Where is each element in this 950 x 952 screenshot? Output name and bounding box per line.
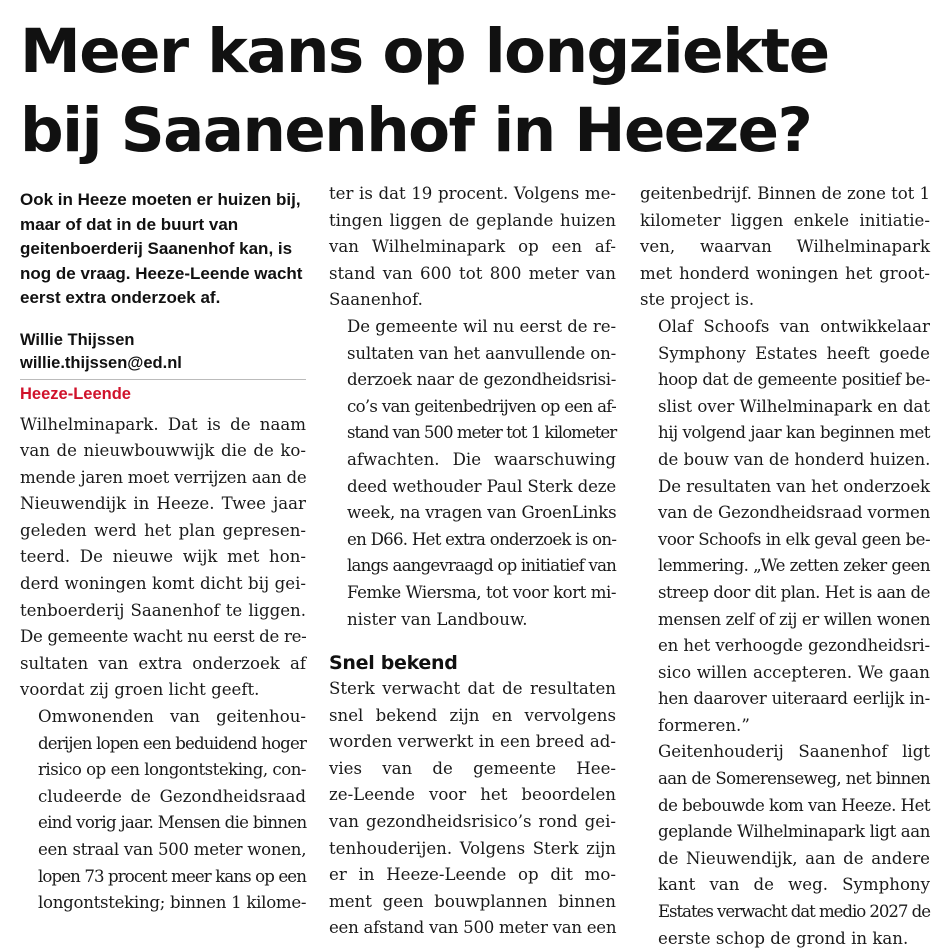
byline-divider [20,379,306,380]
text-line: een straal van 500 meter wonen, [38,840,307,859]
text-line: nister van Landbouw. [347,609,528,629]
text-line: eerste schop de grond in kan. [658,928,909,948]
text-line: mensen zelf of zij er willen wonen [658,609,931,629]
text-line: voor Schoofs in elk geval geen be- [658,529,931,549]
body-paragraph [640,181,930,314]
text-line: ter is dat 19 procent. Volgens me- [329,184,616,203]
text-line: teerd. De nieuwe wijk met hon- [20,547,306,567]
text-line: cludeerde de Gezondheidsraad [38,786,306,806]
column-2 [329,181,616,942]
text-line: en D66. Het extra onderzoek is on- [347,529,617,549]
body-paragraph [329,314,616,633]
text-line: streep door dit plan. Het is aan de [658,582,930,602]
text-line: ment geen bouwplannen binnen [329,891,616,911]
text-line: Symphony Estates heeft goede [658,343,930,363]
text-line: sultaten van extra onderzoek af [20,653,306,673]
text-line: afwachten. Die waarschuwing [347,449,616,469]
text-line: en het verhoogde gezondheidsri- [658,636,930,656]
text-line: stand van 500 meter tot 1 kilometer [347,423,617,443]
text-line: kant van de weg. Symphony [658,875,930,895]
text-line: tenboerderij Saanenhof te liggen. [20,600,306,620]
text-line: slist over Wilhelminapark en dat [658,396,930,416]
text-line: hij volgend jaar kan beginnen met [658,423,930,443]
text-line: Wilhelminapark. Dat is de naam [20,414,306,434]
text-line: Geitenhouderij Saanenhof ligt [658,742,930,762]
text-line: hoop dat de gemeente positief be- [658,370,930,390]
author-name: Willie Thijssen [20,330,135,349]
text-line: lopen 73 procent meer kans op een [38,866,306,886]
text-line: tenhouderijen. Volgens Sterk zijn [329,838,616,858]
article-headline [20,12,940,170]
text-line: Sterk verwacht dat de resultaten [329,679,616,699]
text-line: van de nieuwbouwwijk die de ko- [20,441,306,461]
text-line: week, na vragen van GroenLinks [347,503,617,523]
text-line: formeren.” [658,715,750,735]
column-1 [20,188,306,917]
body-paragraph [640,474,930,740]
text-line: hen daarover uiteraard eerlijk in- [658,689,930,709]
body-paragraph [329,676,616,942]
text-line: De gemeente wacht nu eerst de re- [20,627,307,647]
text-line: eind vorig jaar. Mensen die binnen [38,813,307,833]
text-line: deed wethouder Paul Sterk deze [347,476,616,496]
text-line: stand van 600 tot 800 meter van [329,263,616,283]
text-line: derijen lopen een beduidend hoger [38,733,307,753]
text-line: geitenbedrijf. Binnen de zone tot 1 [640,184,930,203]
text-line: de Nieuwendijk, aan de andere [658,848,930,868]
text-line: sico willen accepteren. We gaan [658,662,930,682]
text-line: aan de Somerenseweg, net binnen [658,769,930,789]
headline-line-1: Meer kans op longziekte [20,16,829,87]
text-line: ste project is. [640,290,755,310]
text-line: ze-Leende voor het beoordelen [329,785,616,805]
text-line: De resultaten van het onderzoek [658,476,931,496]
text-line: co’s van geitenbedrijven op een af- [347,396,616,416]
text-line: longontsteking; binnen 1 kilome- [38,893,307,913]
text-line: Saanenhof. [329,290,423,310]
text-line: derd woningen komt dicht bij gei- [20,574,306,594]
body-paragraph [640,314,930,474]
body-paragraph [640,739,930,952]
text-line: Omwonenden van geitenhou- [38,707,306,727]
text-line: lemmering. „We zetten zeker geen [658,556,930,576]
text-line: van Wilhelminapark op een af- [329,237,616,257]
text-line: met honderd woningen het groot- [640,263,930,283]
text-line: vies van de gemeente Hee- [329,758,616,778]
body-paragraph [20,412,306,705]
text-line: sultaten van het aanvullende on- [347,343,616,363]
text-line: een afstand van 500 meter van een [329,918,617,938]
text-line: Nieuwendijk in Heeze. Twee jaar [20,494,306,514]
text-line: Olaf Schoofs van ontwikkelaar [658,316,930,336]
text-line: derzoek naar de gezondheidsrisi- [347,370,616,390]
text-line: van de Gezondheidsraad vormen [658,503,931,523]
text-line: de bouw van de honderd huizen. [658,449,931,469]
author-email[interactable]: willie.thijssen@ed.nl [20,354,182,372]
text-line: risico op een longontsteking, con- [38,760,306,780]
text-line: geplande Wilhelminapark ligt aan [658,822,930,842]
text-line: Femke Wiersma, tot voor kort mi- [347,582,616,602]
text-line: mende jaren moet verrijzen aan de [20,467,307,487]
text-line: De gemeente wil nu eerst de re- [347,316,616,336]
body-paragraph [329,181,616,314]
text-line: er in Heeze-Leende op dit mo- [329,865,616,885]
article-lead: Ook in Heeze moeten er huizen bij, maar of dat in de buurt van geitenboerderij Saanenhof kan, is nog de vraag. Heeze-Leende wacht eerst extra onderzoek af. [20,190,303,307]
column-3 [640,181,930,952]
text-line: de bebouwde kom van Heeze. Het [658,795,930,815]
text-line: Estates verwacht dat medio 2027 de [658,902,930,922]
text-line: geleden werd het plan gepresen- [20,520,306,540]
text-line: van gezondheidsrisico’s rond gei- [329,812,616,832]
body-paragraph [20,704,306,917]
text-line: worden verwerkt in een breed ad- [329,732,616,752]
text-line: ven, waarvan Wilhelminapark [640,237,930,257]
text-line: kilometer liggen enkele initiatie- [640,210,930,230]
section-subheading: Snel bekend [329,652,458,675]
headline-line-2: bij Saanenhof in Heeze? [20,95,812,166]
location-label: Heeze-Leende [20,384,131,403]
text-line: snel bekend zijn en vervolgens [329,705,616,725]
text-line: voordat zij groen licht geeft. [20,680,260,700]
text-line: tingen liggen de geplande huizen [329,210,616,230]
text-line: langs aangevraagd op initiatief van [347,556,617,576]
